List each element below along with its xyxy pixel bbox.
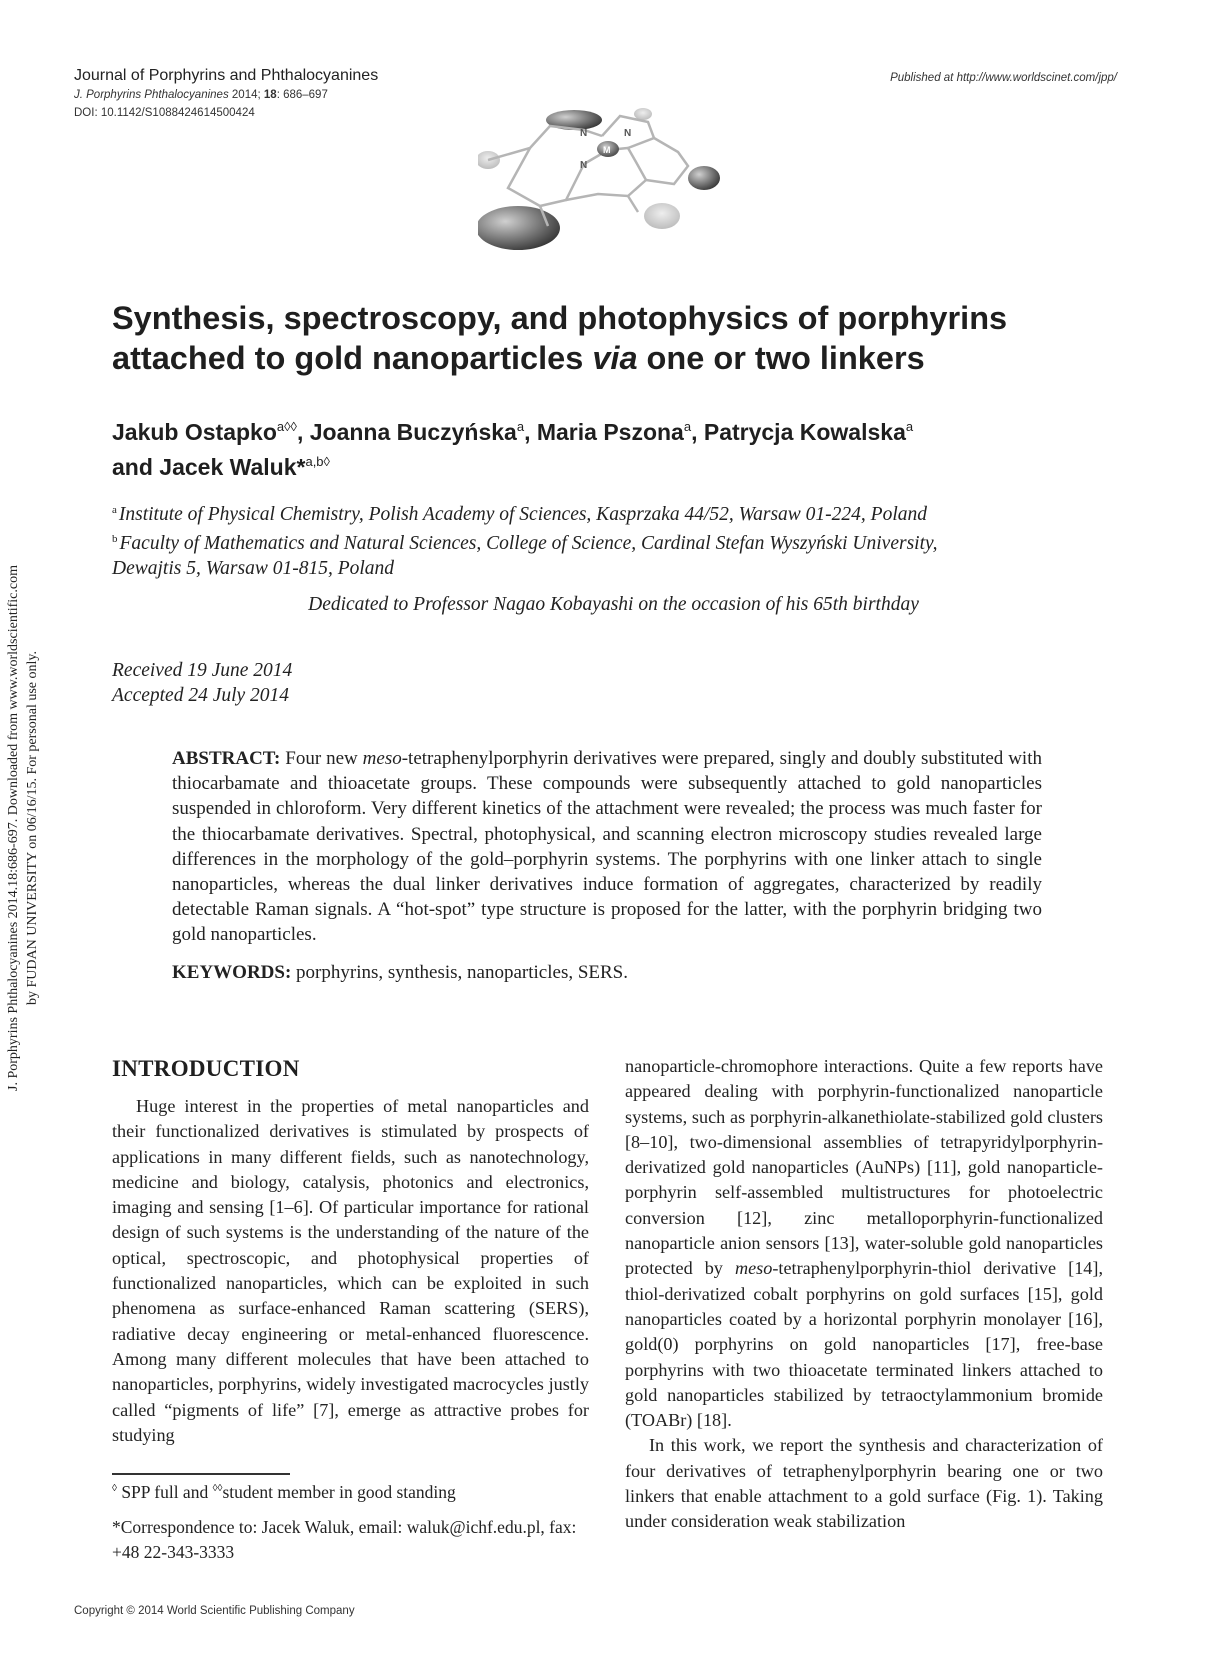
logo-atom-n1: N <box>580 128 588 139</box>
author-pszona-sup: a <box>683 419 692 434</box>
author-kowalska-sup: a <box>905 419 914 434</box>
intro-paragraph-2-start: nanoparticle-chromophore interactions. Quite a few reports have appeared dealing with porphyrin-functionalized nanoparticle systems, such as porphyrin-alkanethiolate-stabilized gold clusters [8–10], two-dimensional assemblies of tetrapyridylporphyrin-derivatized gold nanoparticles (AuNPs) [11], gold nanoparticle-porphyrin self-assembled multistructures for photoelectric conversion [12], zinc metalloporphyrin-functionalized nanoparticle anion sensors [13], water-soluble gold nanoparticles protected by <box>625 1056 1103 1279</box>
title-line1: Synthesis, spectroscopy, and photophysics of porphyrins <box>112 300 1008 336</box>
title-line2-start: attached to gold nanoparticles <box>112 340 593 376</box>
section-heading-introduction: INTRODUCTION <box>112 1056 300 1081</box>
column-right <box>625 1054 1103 1535</box>
intro-paragraph-2-meso: meso <box>734 1258 773 1279</box>
column-left <box>112 1056 589 1448</box>
accepted-date: Accepted 24 July 2014 <box>112 685 290 706</box>
intro-paragraph-2-end: -tetraphenylporphyrin-thiol derivative [14], thiol-derivatized cobalt porphyrins on gold surfaces [15], gold nanoparticles coated by a horizontal porphyrin monolayer [16], gold(0) porphyrins on gold nanoparticles [17], free-base porphyrins with two thioacetate terminated linkers attached to gold nanoparticles stabilized by tetraoctylammonium bromide (TOABr) [18]. <box>625 1258 1103 1431</box>
author-kowalska: , Patrycja Kowalska <box>691 419 906 445</box>
citation-pages: : 686–697 <box>276 89 328 101</box>
author-waluk-sup: a,b◊ <box>305 454 330 469</box>
author-buczynska-sup: a <box>516 419 525 434</box>
logo-blob-pale-top <box>634 108 652 120</box>
author-ostapko-sup: a◊◊ <box>276 419 297 434</box>
logo-blob-right <box>688 166 720 190</box>
affiliation-b-cont: Dewajtis 5, Warsaw 01-815, Poland <box>112 558 395 579</box>
keywords <box>172 962 628 984</box>
title-line2-italic: via <box>592 340 638 376</box>
footnote-text1: SPP full and <box>116 1482 213 1502</box>
received-date: Received 19 June 2014 <box>112 660 293 681</box>
title-line2 <box>112 338 1112 378</box>
logo-atom-n2: N <box>624 128 632 139</box>
author-pszona: , Maria Pszona <box>524 419 684 445</box>
porphyrin-logo <box>478 108 740 260</box>
intro-paragraph-3: In this work, we report the synthesis and characterization of four derivatives of tetraphenylporphyrin bearing one or two linkers that enable attachment to a gold surface (Fig. 1). Taking under consideration weak stabilization <box>625 1435 1103 1532</box>
side-note-line1: J. Porphyrins Phthalocyanines 2014.18:686-697. Downloaded from www.worldscientific.com <box>6 565 21 1091</box>
logo-atom-m: M <box>603 145 611 155</box>
doi: DOI: 10.1142/S1088424614500424 <box>74 107 255 119</box>
published-at-link[interactable]: Published at http://www.worldscinet.com/jpp/ <box>890 72 1117 84</box>
logo-blob-bottom <box>478 206 560 250</box>
copyright: Copyright © 2014 World Scientific Publishing Company <box>74 1605 355 1617</box>
author-list <box>112 412 1112 482</box>
abstract-label: ABSTRACT: <box>172 748 281 769</box>
affiliation-a <box>112 498 1112 527</box>
article-title <box>112 298 1112 378</box>
citation-year: 2014; <box>231 89 261 101</box>
article-dates <box>112 658 292 708</box>
citation-volume: 18 <box>263 89 277 101</box>
intro-paragraph-2 <box>625 1054 1103 1433</box>
footnote-membership <box>112 1482 456 1503</box>
intro-paragraph-1: Huge interest in the properties of metal nanoparticles and their functionalized derivatives is stimulated by prospects of applications in many different fields, such as nanotechnology, medicine and biology, catalysis, photonics and electronics, imaging and sensing [1–6]. Of particular importance for rational design of such systems is the understanding of the nature of the optical, spectroscopic, and photophysical properties of functionalized nanoparticles, which can be exploited in such phenomena as surface-enhanced Raman scattering (SERS), radiative decay engineering or metal-enhanced fluorescence. Among many different molecules that have been attached to nanoparticles, porphyrins, widely investigated macrocycles justly called “pigments of life” [7], emerge as attractive probes for studying <box>112 1096 589 1445</box>
keywords-label: KEYWORDS: <box>172 962 292 983</box>
affiliation-b-text-1: Faculty of Mathematics and Natural Sciences, College of Science, Cardinal Stefan Wyszyński University, <box>119 533 938 554</box>
abstract-meso: meso <box>362 748 402 769</box>
title-line2-end: one or two linkers <box>637 340 925 376</box>
journal-header <box>74 66 378 122</box>
logo-blob-pale <box>644 203 680 229</box>
abstract-text: -tetraphenylporphyrin derivatives were prepared, singly and doubly substituted with thiocarbamate and thioacetate groups. These compounds were subsequently attached to gold nanoparticles suspended in chloroform. Very different kinetics of the attachment were revealed; the process was much faster for the thiocarbamate derivatives. Spectral, photophysical, and scanning electron microscopy studies revealed large differences in the morphology of the gold–porphyrin systems. The porphyrins with one linker attach to single nanoparticles, whereas the dual linker derivatives induce formation of aggregates, characterized by readily detectable Raman signals. A “hot-spot” type structure is proposed for the latter, with the porphyrin bridging two gold nanoparticles. <box>172 748 1042 946</box>
citation-journal: J. Porphyrins Phthalocyanines <box>74 89 229 101</box>
abstract <box>172 746 1042 948</box>
abstract-pre: Four new <box>280 748 363 769</box>
journal-citation <box>74 86 378 105</box>
footnote-mark2: ◊◊ <box>212 1483 223 1494</box>
affiliations <box>112 498 1112 581</box>
affiliation-a-text: Institute of Physical Chemistry, Polish Academy of Sciences, Kasprzaka 44/52, Warsaw 01-224, Poland <box>118 504 927 525</box>
author-buczynska: , Joanna Buczyńska <box>296 419 517 445</box>
author-waluk-star: * <box>296 454 306 480</box>
affiliation-b <box>112 527 1112 556</box>
affiliation-b-mark: b <box>112 533 118 545</box>
footnote-text2: student member in good standing <box>222 1482 456 1502</box>
footnote-divider <box>112 1473 290 1475</box>
dedication: Dedicated to Professor Nagao Kobayashi on the occasion of his 65th birthday <box>308 594 919 615</box>
footnote-correspondence: *Correspondence to: Jacek Waluk, email: waluk@ichf.edu.pl, fax: +48 22-343-3333 <box>112 1517 577 1562</box>
author-waluk: and Jacek Waluk <box>112 454 297 480</box>
authors-line1 <box>112 412 1112 447</box>
footnote-mark1: ◊ <box>112 1483 117 1494</box>
journal-name: Journal of Porphyrins and Phthalocyanines <box>74 67 379 84</box>
side-note-line2: by FUDAN UNIVERSITY on 06/16/15. For personal use only. <box>25 651 40 1005</box>
authors-line2 <box>112 447 1112 482</box>
author-ostapko: Jakub Ostapko <box>112 419 277 445</box>
logo-atom-n3: N <box>580 160 588 171</box>
keywords-text: porphyrins, synthesis, nanoparticles, SERS. <box>291 962 628 983</box>
affiliation-a-mark: a <box>112 504 117 516</box>
